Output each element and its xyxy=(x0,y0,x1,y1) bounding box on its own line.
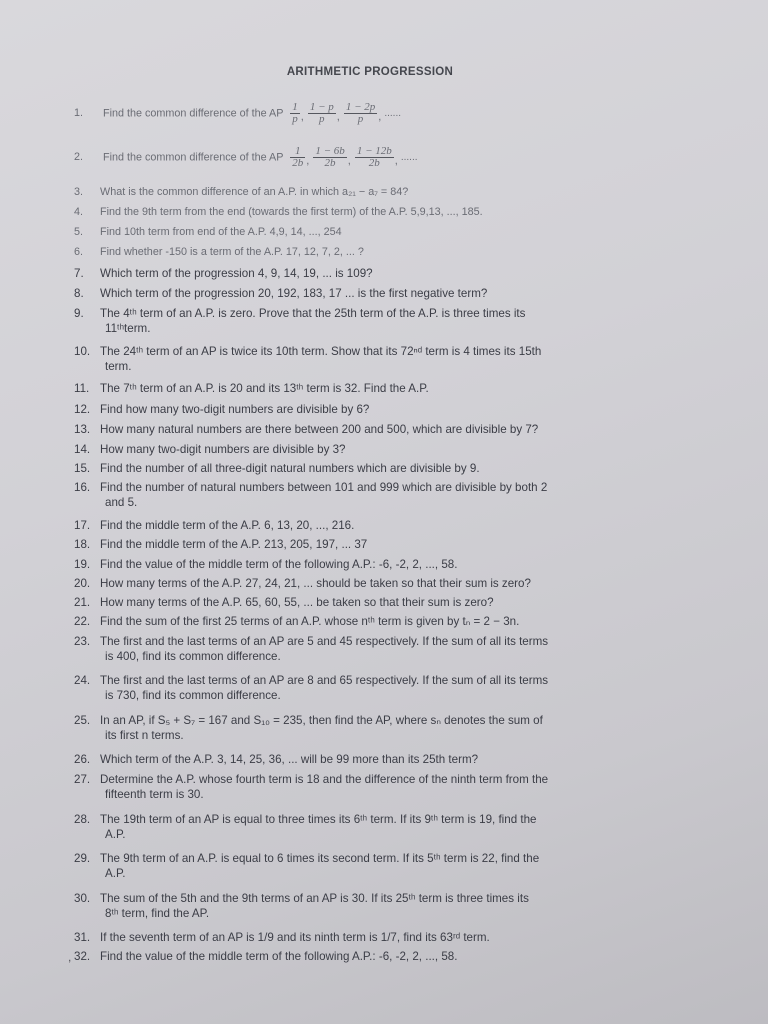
question-line: Find 10th term from end of the A.P. 4,9, 14, ..., 254 xyxy=(100,226,342,238)
fraction xyxy=(308,102,336,125)
question-line: How many natural numbers are there between 200 and 500, which are divisible by 7? xyxy=(100,423,539,436)
question-line: How many terms of the A.P. 65, 60, 55, ... be taken so that their sum is zero? xyxy=(100,596,494,609)
question-line: Find how many two-digit numbers are divisible by 6? xyxy=(100,403,370,416)
question-item xyxy=(74,713,684,743)
question-line: term. xyxy=(105,360,132,373)
question-item xyxy=(74,480,684,510)
question-line: The 4ᵗʰ term of an A.P. is zero. Prove that the 25th term of the A.P. is three times its xyxy=(100,307,526,320)
question-number: 20. xyxy=(74,577,91,590)
question-2: 2. Find the common difference of the AP $\frac{1}{2b}$ , $\frac{1 - 6b}{2b}$ , $\frac{1 - 12b}{2b}$ , ...... xyxy=(74,145,418,169)
question-number: 22. xyxy=(74,615,91,628)
question-line: Find the number of natural numbers between 101 and 999 which are divisible by both 2 xyxy=(100,481,548,494)
question-line: Find the value of the middle term of the following A.P.: -6, -2, 2, ..., 58. xyxy=(100,558,458,571)
question-number: 19. xyxy=(74,558,91,571)
question-number: 24. xyxy=(74,674,91,687)
question-line: is 730, find its common difference. xyxy=(105,689,281,702)
question-number: 17. xyxy=(74,519,91,532)
question-number: 28. xyxy=(74,813,91,826)
question-item xyxy=(74,442,684,457)
question-number: 26. xyxy=(74,753,91,766)
question-line: A.P. xyxy=(105,867,126,880)
question-item xyxy=(74,752,684,767)
question-number: 23. xyxy=(74,635,91,648)
question-line: and 5. xyxy=(105,496,138,509)
question-line: The first and the last terms of an AP are 5 and 45 respectively. If the sum of all its terms xyxy=(100,635,549,648)
question-number: 12. xyxy=(74,403,91,416)
question-item xyxy=(74,266,684,281)
question-number: 11. xyxy=(74,382,90,395)
question-line: is 400, find its common difference. xyxy=(105,650,281,663)
ellipsis: ...... xyxy=(384,108,401,119)
question-line: fifteenth term is 30. xyxy=(105,788,204,801)
question-line: A.P. xyxy=(105,828,126,841)
question-line: Which term of the progression 4, 9, 14, 19, ... is 109? xyxy=(100,267,373,280)
fraction xyxy=(313,146,346,169)
question-item xyxy=(74,812,684,842)
question-item xyxy=(74,537,684,552)
question-line: Find the 9th term from the end (towards the first term) of the A.P. 5,9,13, ..., 185. xyxy=(100,206,483,218)
question-item xyxy=(74,851,684,881)
question-line: Find the number of all three-digit natural numbers which are divisible by 9. xyxy=(100,462,480,475)
question-line: The 9th term of an A.P. is equal to 6 times its second term. If its 5ᵗʰ term is 22, find the xyxy=(100,852,540,865)
question-number: 1. xyxy=(74,107,84,120)
fraction-numerator: 1 xyxy=(292,101,298,113)
question-number: 13. xyxy=(74,423,91,436)
fraction-numerator: 1 − 2p xyxy=(345,101,376,113)
question-item xyxy=(74,422,684,437)
fraction xyxy=(355,146,394,169)
question-line: Find the middle term of the A.P. 6, 13, 20, ..., 216. xyxy=(100,519,355,532)
question-number: 2. xyxy=(74,151,84,164)
fraction-numerator: 1 − 12b xyxy=(356,145,392,157)
question-line: Find the value of the middle term of the following A.P.: -6, -2, 2, ..., 58. xyxy=(100,950,458,963)
fraction-denominator: 2b xyxy=(368,157,380,169)
question-item xyxy=(74,225,684,240)
question-number: 16. xyxy=(74,481,91,494)
fraction xyxy=(290,146,305,169)
question-line: 11ᵗʰterm. xyxy=(105,322,151,335)
fraction-numerator: 1 xyxy=(290,146,305,158)
question-line: In an AP, if S₅ + S₇ = 167 and S₁₀ = 235, then find the AP, where sₙ denotes the sum of xyxy=(100,714,543,727)
question-item xyxy=(74,381,684,396)
question-line: The first and the last terms of an AP are 8 and 65 respectively. If the sum of all its terms xyxy=(100,674,549,687)
question-line: its first n terms. xyxy=(105,729,184,742)
fraction-denominator: p xyxy=(292,113,298,125)
question-item xyxy=(74,634,684,664)
question-item xyxy=(74,595,684,610)
question-text: Find the common difference of the AP xyxy=(103,107,284,120)
question-text: Find the common difference of the AP xyxy=(103,151,284,164)
question-number: 14. xyxy=(74,443,91,456)
question-item xyxy=(74,772,684,802)
pen-mark: , xyxy=(68,950,72,964)
fraction xyxy=(290,102,300,125)
fraction-numerator: 1 − p xyxy=(309,101,334,113)
question-number: 21. xyxy=(74,596,91,609)
question-line: Find whether -150 is a term of the A.P. 17, 12, 7, 2, ... ? xyxy=(100,246,364,258)
question-line: The 7ᵗʰ term of an A.P. is 20 and its 13ᵗʰ term is 32. Find the A.P. xyxy=(100,382,429,395)
question-number: 4. xyxy=(74,206,84,218)
question-item xyxy=(74,402,684,417)
question-item xyxy=(74,518,684,533)
question-number: 8. xyxy=(74,287,84,300)
question-number: 32. xyxy=(74,950,91,963)
question-number: 6. xyxy=(74,246,84,258)
question-number: 27. xyxy=(74,773,91,786)
question-number: 25. xyxy=(74,714,91,727)
question-number: 29. xyxy=(74,852,91,865)
question-line: Which term of the A.P. 3, 14, 25, 36, ... will be 99 more than its 25th term? xyxy=(100,753,479,766)
question-item xyxy=(74,205,684,220)
fraction-numerator: 1 − 6b xyxy=(315,145,345,157)
question-item xyxy=(74,344,684,374)
question-line: The sum of the 5th and the 9th terms of an AP is 30. If its 25ᵗʰ term is three times its xyxy=(100,892,529,905)
question-line: The 19th term of an AP is equal to three times its 6ᵗʰ term. If its 9ᵗʰ term is 19, find the xyxy=(100,813,537,826)
question-item xyxy=(74,461,684,476)
question-number: 5. xyxy=(74,226,84,238)
fraction xyxy=(344,102,377,125)
question-number: 9. xyxy=(74,307,84,320)
question-number: 3. xyxy=(74,186,84,198)
fraction-denominator: p xyxy=(357,113,364,125)
ellipsis: ...... xyxy=(400,152,418,163)
question-item xyxy=(74,245,684,260)
question-item xyxy=(74,306,684,336)
question-line: If the seventh term of an AP is 1/9 and its ninth term is 1/7, find its 63ʳᵈ term. xyxy=(100,931,490,944)
question-item xyxy=(74,891,684,921)
question-number: 10. xyxy=(74,345,91,358)
fraction-denominator: 2b xyxy=(292,157,304,169)
question-item xyxy=(74,949,684,964)
page-title: ARITHMETIC PROGRESSION xyxy=(286,66,454,78)
question-item xyxy=(74,576,684,591)
fraction-denominator: p xyxy=(319,113,325,125)
question-line: Determine the A.P. whose fourth term is 18 and the difference of the ninth term from the xyxy=(100,773,549,786)
question-line: How many two-digit numbers are divisible by 3? xyxy=(100,443,346,456)
question-item xyxy=(74,286,684,301)
question-line: What is the common difference of an A.P. in which a₂₁ − a₇ = 84? xyxy=(100,186,409,198)
question-item xyxy=(74,673,684,703)
question-1: 1. Find the common difference of the AP $\frac{1}{p}$ , $\frac{1 - p}{p}$ , $\frac{1 - 2p}{p}$ , ...... xyxy=(74,101,401,125)
question-item xyxy=(74,185,684,200)
question-item xyxy=(74,557,684,572)
question-line: 8ᵗʰ term, find the AP. xyxy=(105,907,210,920)
question-line: Which term of the progression 20, 192, 183, 17 ... is the first negative term? xyxy=(100,287,488,300)
question-line: How many terms of the A.P. 27, 24, 21, ... should be taken so that their sum is zero? xyxy=(100,577,531,590)
question-line: Find the middle term of the A.P. 213, 205, 197, ... 37 xyxy=(100,538,368,551)
question-line: Find the sum of the first 25 terms of an A.P. whose nᵗʰ term is given by tₙ = 2 − 3n. xyxy=(100,615,520,628)
question-number: 30. xyxy=(74,892,91,905)
question-number: 18. xyxy=(74,538,91,551)
question-number: 7. xyxy=(74,267,84,280)
question-number: 15. xyxy=(74,462,91,475)
question-number: 31. xyxy=(74,931,91,944)
question-item xyxy=(74,614,684,629)
question-line: The 24ᵗʰ term of an AP is twice its 10th term. Show that its 72ⁿᵈ term is 4 times its 15th xyxy=(100,345,542,358)
question-item xyxy=(74,930,684,945)
fraction-denominator: 2b xyxy=(324,157,336,169)
